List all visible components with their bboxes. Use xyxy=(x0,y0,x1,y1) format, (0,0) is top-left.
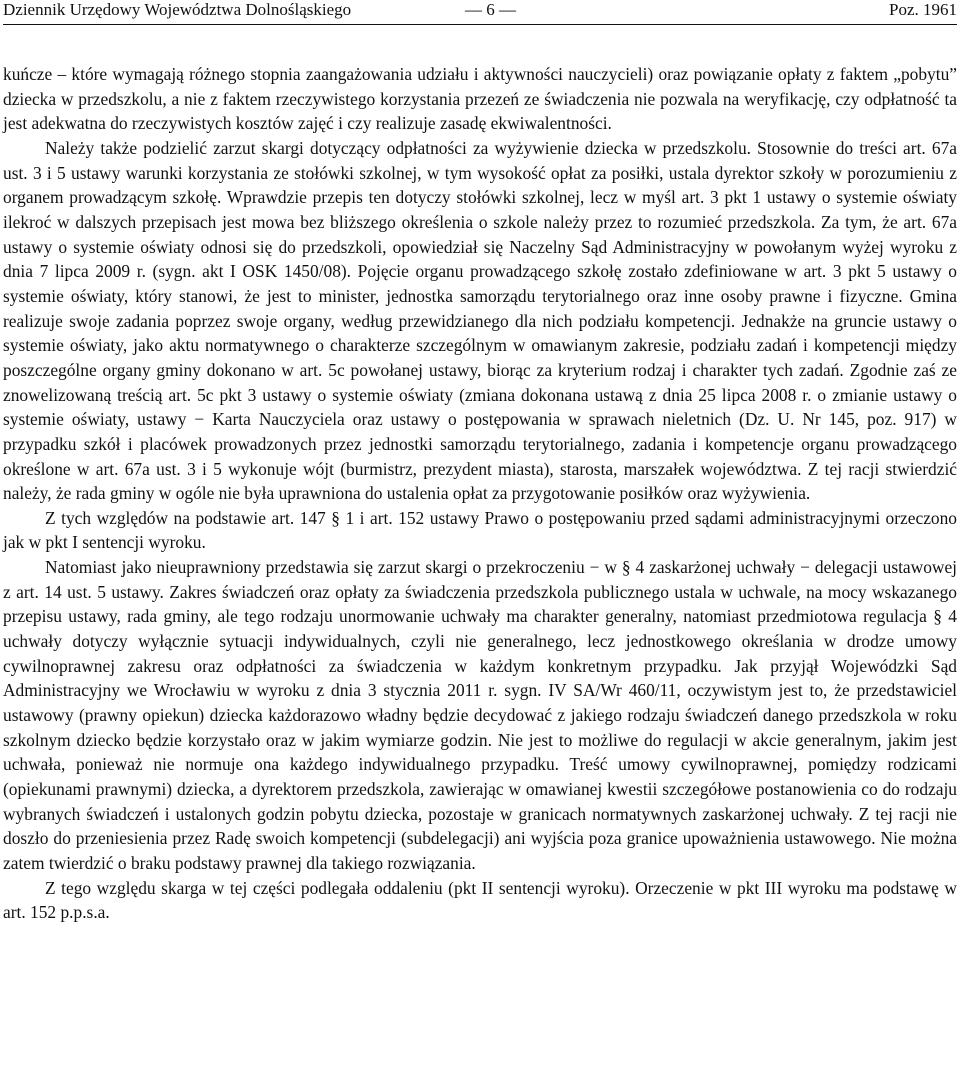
position-number: Poz. 1961 xyxy=(889,0,957,19)
journal-title: Dziennik Urzędowy Województwa Dolnośląskiego xyxy=(3,0,352,19)
page-header xyxy=(0,0,960,30)
paragraph: kuńcze – które wymagają różnego stopnia zaangażowania udziału i aktywności nauczycieli) oraz powiązanie opłaty z faktem „pobytu” dziecka w przedszkolu, a nie z faktem rzeczywistego korzystania przezeń ze świadczenia nie pozwala na weryfikację, czy odpłatność ta jest adekwatna do rzeczywistych kosztów zajęć i czy realizuje zasadę ekwiwalentności. xyxy=(3,64,957,134)
paragraph: Należy także podzielić zarzut skargi dotyczący odpłatności za wyżywienie dziecka w przedszkolu. Stosownie do treści art. 67a ust. 3 i 5 ustawy warunki korzystania ze stołówki szkolnej, w tym wysokość opłat za posiłki, ustala dyrektor szkoły w porozumieniu z organem prowadzącym szkołę. Wprawdzie przepis ten dotyczy stołówki szkolnej, lecz w myśl art. 3 pkt 1 ustawy o systemie oświaty ilekroć w dalszych przepisach jest mowa bez bliższego określenia o szkole należy przez to rozumieć przedszkola. Za tym, że art. 67a ustawy o systemie oświaty odnosi się do przedszkoli, opowiedział się Naczelny Sąd Administracyjny w powołanym wyżej wyroku z dnia 7 lipca 2009 r. (sygn. akt I OSK 1450/08). Pojęcie organu prowadzącego szkołę zostało zdefiniowane w art. 3 pkt 5 ustawy o systemie oświaty, który stanowi, że jest to minister, jednostka samorządu terytorialnego oraz inne osoby prawne i fizyczne. Gmina realizuje swoje zadania poprzez swoje organy, według przewidzianego dla nich podziału kompetencji. Jednakże na gruncie ustawy o systemie oświaty, jako aktu normatywnego o charakterze szczególnym w omawianym zakresie, podziału zadań i kompetencji między poszczególne organy gminy dokonano w art. 5c powołanej ustawy, biorąc za kryterium rodzaj i charakter tych zadań. Zgodnie zaś ze znowelizowaną treścią art. 5c pkt 3 ustawy o systemie oświaty (zmiana dokonana ustawą z dnia 25 lipca 2008 r. o zmianie ustawy o systemie oświaty, ustawy − Karta Nauczyciela oraz ustawy o postępowania w sprawach nieletnich (Dz. U. Nr 145, poz. 917) w przypadku szkół i placówek prowadzonych przez jednostki samorządu terytorialnego, zadania i kompetencje organu prowadzącego określone w art. 67a ust. 3 i 5 wykonuje wójt (burmistrz, prezydent miasta), starosta, marszałek województwa. Z tej racji stwierdzić należy, że rada gminy w ogóle nie była uprawniona do ustalenia opłat za przygotowanie posiłków oraz wyżywienia. xyxy=(3,137,957,504)
paragraph: Z tego względu skarga w tej części podlegała oddaleniu (pkt II sentencji wyroku). Orzeczenie w pkt III wyroku ma podstawę w art. 152 p.p.s.a. xyxy=(3,877,957,923)
paragraph: Z tych względów na podstawie art. 147 § 1 i art. 152 ustawy Prawo o postępowaniu przed sądami administracyjnymi orzeczono jak w pkt I sentencji wyroku. xyxy=(3,507,957,553)
paragraph: Natomiast jako nieuprawniony przedstawia się zarzut skargi o przekroczeniu − w § 4 zaskarżonej uchwały − delegacji ustawowej z art. 14 ust. 5 ustawy. Zakres świadczeń oraz opłaty za świadczenia przedszkola publicznego ustala w uchwale, na mocy wskazanego przepisu ustawy, rada gminy, ale tego rodzaju unormowanie uchwały ma charakter generalny, natomiast przedmiotowa regulacja § 4 uchwały dotyczy wyłącznie sytuacji indywidualnych, czyli nie generalnego, lecz jednostkowego określania w drodze umowy cywilnoprawnej zakresu oraz odpłatności za świadczenia w każdym konkretnym przypadku. Jak przyjął Wojewódzki Sąd Administracyjny we Wrocławiu w wyroku z dnia 3 stycznia 2011 r. sygn. IV SA/Wr 460/11, oczywistym jest to, że przedstawiciel ustawowy (prawny opiekun) dziecka każdorazowo władny będzie decydować z jakiego rodzaju świadczeń danego przedszkola w roku szkolnym dziecko będzie korzystało oraz w jakim wymiarze godzin. Nie jest to możliwe do regulacji w akcie generalnym, jakim jest uchwała, ponieważ nie normuje ona każdego indywidualnego przypadku. Treść umowy cywilnoprawnej, pomiędzy rodzicami (opiekunami prawnymi) dziecka, a dyrektorem przedszkola, zawierając w omawianej kwestii szczegółowe postanowienia co do rodzaju wybranych świadczeń i ustalonych godzin pobytu dziecka, pozostaje w granicach normatywnych zaskarżonej uchwały. Z tej racji nie doszło do przeniesienia przez Radę swoich kompetencji (subdelegacji) ani wyjścia poza granice upoważnienia ustawowego. Nie można zatem twierdzić o braku podstawy prawnej dla takiego rozwiązania. xyxy=(3,557,957,873)
header-divider xyxy=(3,24,957,25)
page-number: — 6 — xyxy=(465,0,516,19)
document-body xyxy=(3,62,957,925)
